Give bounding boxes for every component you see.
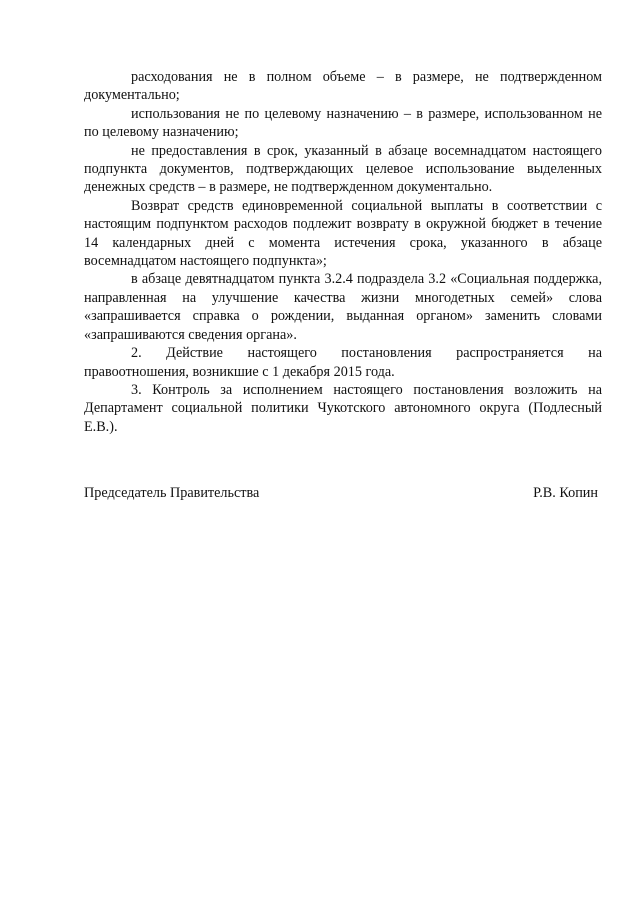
signatory-name: Р.В. Копин <box>533 485 598 501</box>
paragraph-2: использования не по целевому назначению – в размере, использованном не по целевому назначению; <box>84 105 602 141</box>
signature-block <box>84 484 598 502</box>
paragraph-6: 2. Действие настоящего постановления распространяется на правоотношения, возникшие с 1 декабря 2015 года. <box>84 345 602 380</box>
paragraph-1: расходования не в полном объеме – в размере, не подтвержденном документально; <box>84 69 602 104</box>
document-body <box>84 68 602 436</box>
paragraph-5: в абзаце девятнадцатом пункта 3.2.4 подраздела 3.2 «Социальная поддержка, направленная на улучшение качества жизни многодетных семей» слова «запрашивается справка о рождении, выданная органом» заменить словами «запрашиваются сведения органа». <box>84 271 602 343</box>
paragraph-4: Возврат средств единовременной социальной выплаты в соответствии с настоящим подпунктом расходов подлежит возврату в окружной бюджет в течение 14 календарных дней с момента истечения срока, указанного в абзаце восемнадцатом настоящего подпункта»; <box>84 197 602 270</box>
paragraph-7: 3. Контроль за исполнением настоящего постановления возложить на Департамент социальной политики Чукотского автономного округа (Подлесный Е.В.). <box>84 381 602 435</box>
paragraph-3: не предоставления в срок, указанный в абзаце восемнадцатом настоящего подпункта документов, подтверждающих целевое использование выделенных денежных средств – в размере, не подтвержденном документально. <box>84 142 602 196</box>
signatory-position: Председатель Правительства <box>84 485 260 501</box>
